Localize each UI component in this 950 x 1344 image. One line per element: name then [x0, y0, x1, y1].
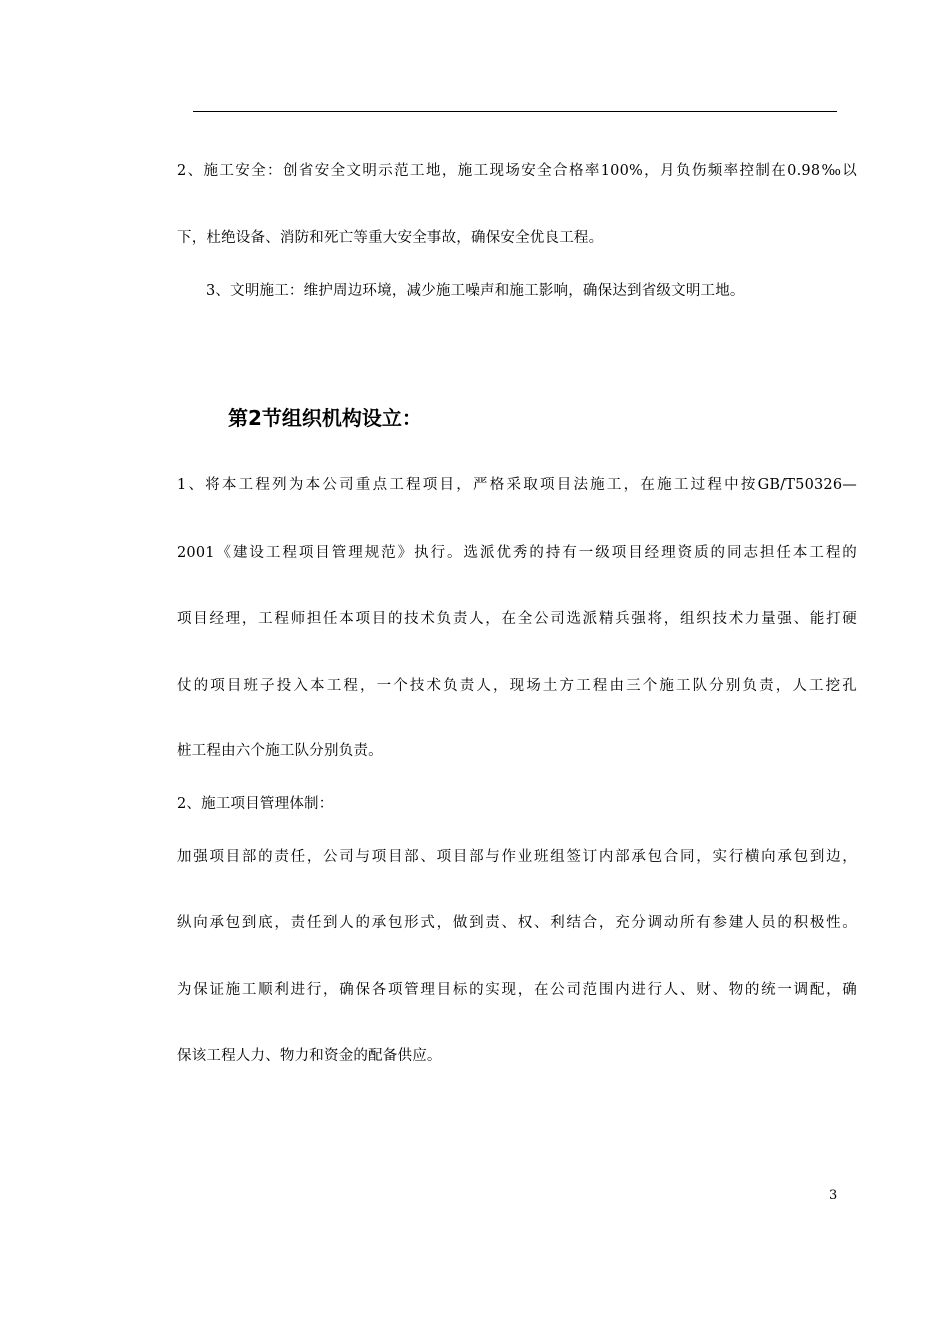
paragraph-line: 桩工程由六个施工队分别负责。 [177, 743, 383, 759]
paragraph-line: 3、文明施工：维护周边环境，减少施工噪声和施工影响，确保达到省级文明工地。 [206, 283, 745, 299]
paragraph-line: 保该工程人力、物力和资金的配备供应。 [177, 1048, 442, 1064]
header-rule [193, 111, 837, 112]
paragraph-line: 2、施工安全：创省安全文明示范工地，施工现场安全合格率100%，月负伤频率控制在0.98‰以 [177, 163, 857, 179]
paragraph-line: 下，杜绝设备、消防和死亡等重大安全事故，确保安全优良工程。 [177, 230, 604, 246]
paragraph-line: 项目经理，工程师担任本项目的技术负责人，在全公司选派精兵强将，组织技术力量强、能打硬 [177, 611, 857, 627]
paragraph-line: 加强项目部的责任，公司与项目部、项目部与作业班组签订内部承包合同，实行横向承包到边， [177, 849, 857, 865]
paragraph-line: 仗的项目班子投入本工程，一个技术负责人，现场土方工程由三个施工队分别负责，人工挖孔 [177, 678, 857, 694]
paragraph-line: 为保证施工顺利进行，确保各项管理目标的实现，在公司范围内进行人、财、物的统一调配，确 [177, 982, 857, 998]
subsection-title: 2、施工项目管理体制： [177, 796, 334, 812]
paragraph-line: 纵向承包到底，责任到人的承包形式，做到责、权、利结合，充分调动所有参建人员的积极性。 [177, 915, 857, 931]
paragraph-line: 1、将本工程列为本公司重点工程项目，严格采取项目法施工，在施工过程中按GB/T50326— [177, 477, 857, 493]
page-number: 3 [829, 1188, 838, 1203]
paragraph-line: 2001《建设工程项目管理规范》执行。选派优秀的持有一级项目经理资质的同志担任本工程的 [177, 545, 857, 561]
section-heading: 第2节组织机构设立： [228, 406, 422, 430]
